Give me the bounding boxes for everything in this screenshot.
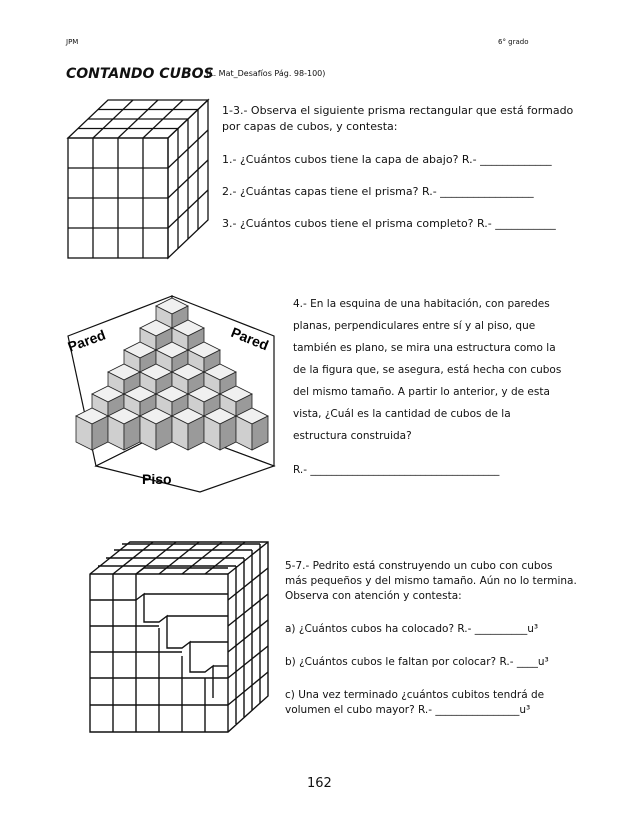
floor-label: Piso bbox=[142, 471, 172, 487]
section3-text bbox=[285, 559, 577, 718]
section3-intro-line: Observa con atención y contesta: bbox=[285, 590, 462, 602]
header-left: JPM bbox=[66, 38, 79, 46]
section2-line: estructura construida? bbox=[293, 430, 412, 442]
book-reference: (L. Mat_Desafíos Pág. 98-100) bbox=[206, 69, 326, 78]
section2-line: de la figura que, se asegura, está hecha con cubos bbox=[293, 364, 562, 376]
page-title: CONTANDO CUBOS bbox=[66, 66, 214, 82]
section2-line: 4.- En la esquina de una habitación, con paredes bbox=[293, 298, 550, 310]
question-b: b) ¿Cuántos cubos le faltan por colocar? R.- ____u³ bbox=[285, 656, 549, 668]
right-wall-label: Pared bbox=[228, 323, 271, 354]
question-3: 3.- ¿Cuántos cubos tiene el prisma completo? R.- ___________ bbox=[222, 217, 556, 230]
section3-intro-line: más pequeños y del mismo tamaño. Aún no lo termina. bbox=[285, 575, 577, 587]
question-1: 1.- ¿Cuántos cubos tiene la capa de abajo? R.- _____________ bbox=[222, 153, 552, 166]
prism-figure bbox=[66, 98, 216, 263]
section1-intro-line1: 1-3.- Observa el siguiente prisma rectangular que está formado bbox=[222, 104, 574, 117]
section2-text bbox=[293, 293, 561, 481]
answer-4: R.- ____________________________________ bbox=[293, 464, 500, 476]
section2-line: planas, perpendiculares entre sí y al piso, que bbox=[293, 320, 536, 332]
section2-line: vista, ¿Cuál es la cantidad de cubos de la bbox=[293, 408, 511, 420]
section2-line: del mismo tamaño. A partir lo anterior, y de esta bbox=[293, 386, 550, 398]
question-c-line1: c) Una vez terminado ¿cuántos cubitos tendrá de bbox=[285, 689, 545, 701]
question-c-line2: volumen el cubo mayor? R.- ________________u³ bbox=[285, 704, 531, 716]
room-corner-figure bbox=[60, 288, 282, 500]
question-2: 2.- ¿Cuántas capas tiene el prisma? R.- _________________ bbox=[222, 185, 534, 198]
incomplete-cube-figure bbox=[84, 538, 274, 738]
header-right: 6° grado bbox=[498, 38, 529, 46]
left-wall-label: Pared bbox=[65, 326, 108, 355]
section2-line: también es plano, se mira una estructura como la bbox=[293, 342, 556, 354]
question-a: a) ¿Cuántos cubos ha colocado? R.- __________u³ bbox=[285, 623, 539, 635]
section3-intro-line: 5-7.- Pedrito está construyendo un cubo con cubos bbox=[285, 560, 553, 572]
page-number: 162 bbox=[307, 776, 332, 791]
section1-intro-line2: por capas de cubos, y contesta: bbox=[222, 120, 398, 133]
